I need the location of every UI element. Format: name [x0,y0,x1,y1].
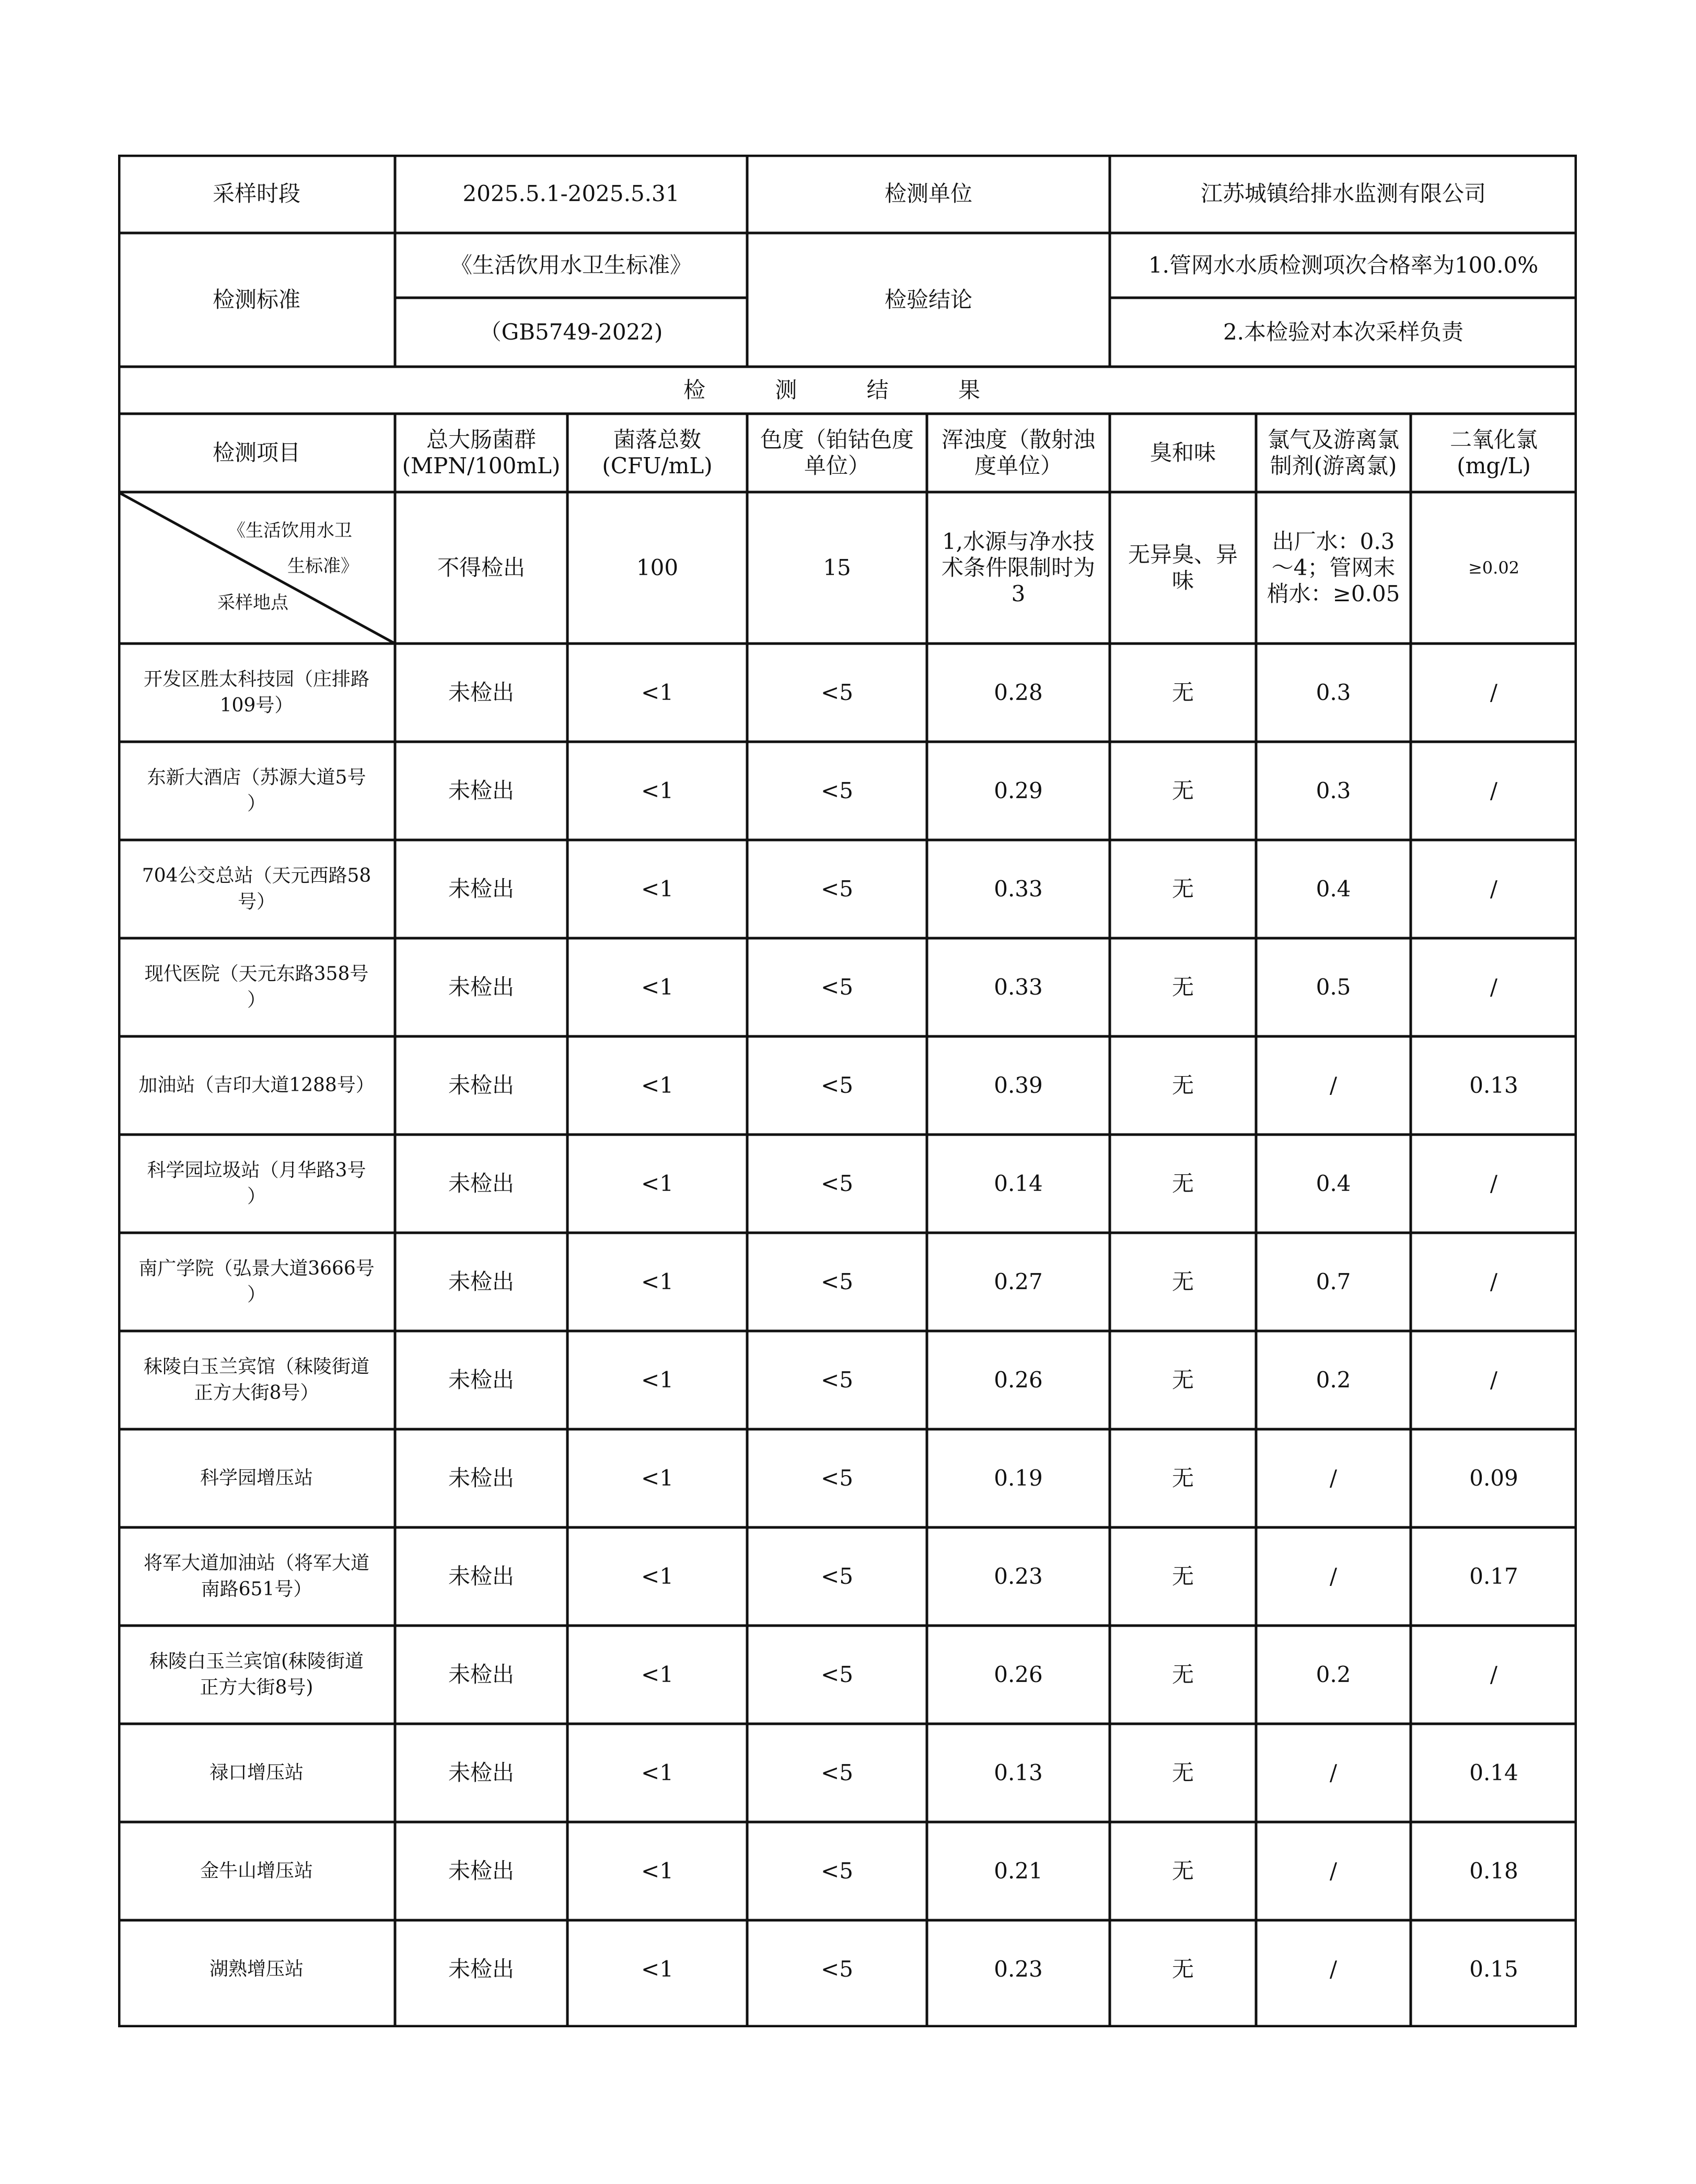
std-clo2: ≥0.02 [1468,558,1520,578]
clo2-value: / [1490,1367,1498,1393]
color-value: <5 [821,1858,853,1884]
color-value: <5 [821,1760,853,1785]
clo2-value: 0.17 [1469,1563,1518,1589]
clo2-value: 0.09 [1469,1465,1518,1491]
coliform-value: 未检出 [448,1956,514,1982]
colony-value: <1 [641,1072,673,1098]
turbidity-value: 0.21 [994,1858,1043,1884]
turbidity-value: 0.23 [994,1956,1043,1982]
odor-value: 无 [1171,876,1194,902]
sample-site: 金牛山增压站 [200,1860,313,1882]
std-color: 15 [823,555,851,580]
turbidity-value: 0.29 [994,778,1043,803]
sample-site: 加油站（吉印大道1288号） [138,1075,375,1096]
conclusion-label: 检验结论 [884,287,972,312]
std-odor: 无异臭、异 味 [1128,542,1238,593]
colony-value: <1 [641,974,673,1000]
coliform-value: 未检出 [448,1662,514,1687]
sample-site: 东新大酒店（苏源大道5号 ） [147,767,366,814]
unit-value: 江苏城镇给排水监测有限公司 [1200,181,1486,206]
turbidity-value: 0.26 [994,1662,1043,1687]
color-value: <5 [821,1563,853,1589]
chlorine-value: 0.2 [1316,1662,1351,1687]
sample-site: 开发区胜太科技园（庄排路 109号） [143,669,369,716]
sample-site: 禄口增压站 [209,1762,304,1783]
odor-value: 无 [1171,1367,1194,1393]
sample-site: 南广学院（弘景大道3666号 ） [138,1258,375,1305]
coliform-value: 未检出 [448,1760,514,1785]
colony-value: <1 [641,1563,673,1589]
chlorine-value: 0.3 [1316,778,1351,803]
diag-label-mid: 生标准》 [287,556,358,577]
coliform-value: 未检出 [448,1269,514,1294]
odor-value: 无 [1171,1171,1194,1196]
odor-value: 无 [1171,1760,1194,1785]
odor-value: 无 [1171,1662,1194,1687]
chlorine-value: / [1329,1465,1338,1491]
colony-value: <1 [641,680,673,705]
std-chlorine: 出厂水：0.3 ～4；管网末 梢水：≥0.05 [1267,529,1400,606]
colony-value: <1 [641,1858,673,1884]
chlorine-value: / [1329,1563,1338,1589]
std-coliform: 不得检出 [437,555,525,580]
color-value: <5 [821,1367,853,1393]
clo2-value: 0.13 [1469,1072,1518,1098]
turbidity-value: 0.33 [994,974,1043,1000]
color-value: <5 [821,680,853,705]
clo2-value: / [1490,1662,1498,1687]
conclusion-line-2: 2.本检验对本次采样负责 [1223,319,1464,345]
color-value: <5 [821,1072,853,1098]
colony-value: <1 [641,778,673,803]
color-value: <5 [821,876,853,902]
color-value: <5 [821,778,853,803]
clo2-value: / [1490,876,1498,902]
odor-value: 无 [1171,1269,1194,1294]
colony-value: <1 [641,1956,673,1982]
chlorine-value: / [1329,1072,1338,1098]
odor-value: 无 [1171,1858,1194,1884]
chlorine-value: 0.4 [1316,876,1351,902]
diag-label-top: 《生活饮用水卫 [228,520,352,541]
col-header-coliform: 总大肠菌群 (MPN/100mL) [402,427,561,478]
odor-value: 无 [1171,1465,1194,1491]
chlorine-value: 0.2 [1316,1367,1351,1393]
diag-label-bottom: 采样地点 [217,592,288,613]
chlorine-value: / [1329,1760,1338,1785]
clo2-value: / [1490,974,1498,1000]
sample-site: 秣陵白玉兰宾馆（秣陵街道 正方大街8号） [143,1356,369,1404]
odor-value: 无 [1171,680,1194,705]
turbidity-value: 0.23 [994,1563,1043,1589]
coliform-value: 未检出 [448,680,514,705]
turbidity-value: 0.28 [994,680,1043,705]
chlorine-value: 0.4 [1316,1171,1351,1196]
color-value: <5 [821,1465,853,1491]
coliform-value: 未检出 [448,1563,514,1589]
sample-site: 科学园增压站 [200,1467,313,1489]
turbidity-value: 0.13 [994,1760,1043,1785]
turbidity-value: 0.33 [994,876,1043,902]
coliform-value: 未检出 [448,1465,514,1491]
col-header-clo2: 二氧化氯 (mg/L) [1449,427,1538,478]
coliform-value: 未检出 [448,1171,514,1196]
color-value: <5 [821,1171,853,1196]
col-header-turbidity: 浑浊度（散射浊 度单位） [941,427,1095,478]
clo2-value: 0.15 [1469,1956,1518,1982]
col-header-item: 检测项目 [212,440,300,465]
clo2-value: / [1490,1171,1498,1196]
turbidity-value: 0.14 [994,1171,1043,1196]
colony-value: <1 [641,1760,673,1785]
odor-value: 无 [1171,1956,1194,1982]
color-value: <5 [821,1956,853,1982]
results-title: 检 测 结 果 [683,377,1012,403]
sample-site: 704公交总站（天元西路58 号） [142,865,371,913]
col-header-colony: 菌落总数 (CFU/mL) [602,427,713,478]
col-header-odor: 臭和味 [1149,440,1216,465]
color-value: <5 [821,974,853,1000]
std-turbidity: 1,水源与净水技 术条件限制时为 3 [941,529,1095,606]
odor-value: 无 [1171,1563,1194,1589]
color-value: <5 [821,1269,853,1294]
colony-value: <1 [641,876,673,902]
standard-code: （GB5749-2022) [479,319,663,345]
sample-site: 科学园垃圾站（月华路3号 ） [147,1160,366,1207]
coliform-value: 未检出 [448,1367,514,1393]
clo2-value: / [1490,680,1498,705]
period-label: 采样时段 [212,181,300,206]
clo2-value: 0.18 [1469,1858,1518,1884]
odor-value: 无 [1171,974,1194,1000]
odor-value: 无 [1171,1072,1194,1098]
chlorine-value: / [1329,1858,1338,1884]
odor-value: 无 [1171,778,1194,803]
chlorine-value: 0.7 [1316,1269,1351,1294]
water-quality-report-table [118,155,1577,2027]
coliform-value: 未检出 [448,1072,514,1098]
turbidity-value: 0.26 [994,1367,1043,1393]
period-value: 2025.5.1-2025.5.31 [462,181,680,206]
sample-site: 将军大道加油站（将军大道 南路651号） [143,1552,369,1600]
standard-name: 《生活饮用水卫生标准》 [450,252,692,278]
turbidity-value: 0.19 [994,1465,1043,1491]
col-header-chlorine: 氯气及游离氯 制剂(游离氯) [1267,427,1399,478]
clo2-value: 0.14 [1469,1760,1518,1785]
clo2-value: / [1490,1269,1498,1294]
colony-value: <1 [641,1662,673,1687]
conclusion-line-1: 1.管网水水质检测项次合格率为100.0% [1148,252,1539,278]
coliform-value: 未检出 [448,974,514,1000]
clo2-value: / [1490,778,1498,803]
sample-site: 秣陵白玉兰宾馆(秣陵街道 正方大街8号) [149,1651,364,1698]
coliform-value: 未检出 [448,1858,514,1884]
colony-value: <1 [641,1269,673,1294]
coliform-value: 未检出 [448,876,514,902]
standard-label: 检测标准 [212,287,300,312]
std-colony: 100 [636,555,679,580]
colony-value: <1 [641,1465,673,1491]
col-header-color: 色度（铂钴色度 单位） [760,427,914,478]
turbidity-value: 0.27 [994,1269,1043,1294]
chlorine-value: 0.3 [1316,680,1351,705]
turbidity-value: 0.39 [994,1072,1043,1098]
coliform-value: 未检出 [448,778,514,803]
color-value: <5 [821,1662,853,1687]
colony-value: <1 [641,1367,673,1393]
chlorine-value: / [1329,1956,1338,1982]
sample-site: 现代医院（天元东路358号 ） [144,963,369,1011]
unit-label: 检测单位 [884,181,972,206]
chlorine-value: 0.5 [1316,974,1351,1000]
sample-site: 湖熟增压站 [209,1958,304,1980]
colony-value: <1 [641,1171,673,1196]
